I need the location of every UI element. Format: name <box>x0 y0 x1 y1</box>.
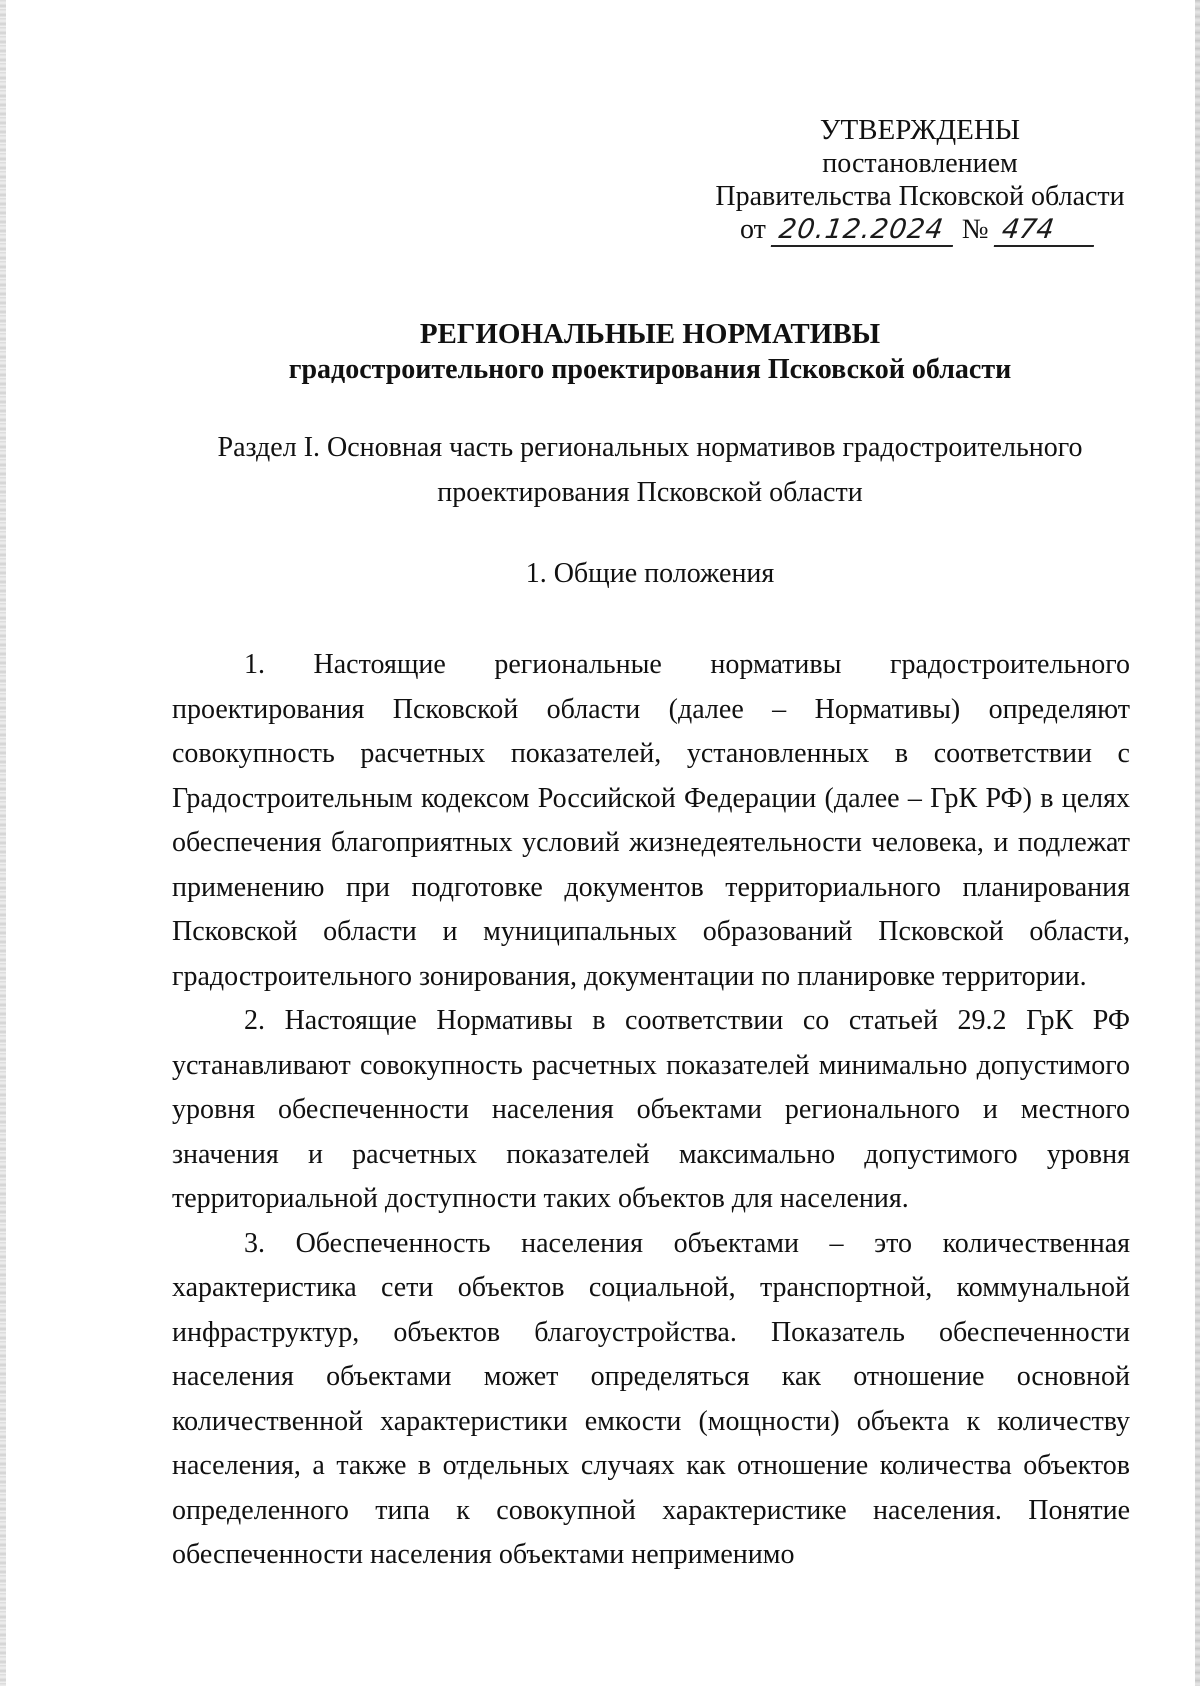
paragraph-3: 3. Обеспеченность населения объектами – это количественная характеристика сети объектов социальной, транспортной, коммунальной инфраструктур, объектов благоустройства. Показатель обеспеченности населения объектами может определяться как отношение основной количественной характеристики емкости (мощности) объекта к количеству населения, а также в отдельных случаях как отношение количества объектов определенного типа к совокупной характеристике населения. Понятие обеспеченности населения объектами неприменимо <box>172 1227 1130 1570</box>
approval-date-line <box>740 213 1140 247</box>
section-heading-line2: проектирования Псковской области <box>437 477 863 508</box>
approval-line-government: Правительства Псковской области <box>715 181 1125 212</box>
section-heading-line1: Раздел I. Основная часть региональных нормативов градостроительного <box>217 432 1083 463</box>
section-heading <box>170 425 1130 515</box>
approval-stamp-block <box>700 114 1140 247</box>
body-text <box>172 643 1130 1578</box>
approval-line-resolution: постановлением <box>822 148 1018 179</box>
handwritten-date: 20.12.2024 <box>771 215 957 247</box>
scan-edge-left <box>0 0 6 1686</box>
document-title-line1: РЕГИОНАЛЬНЫЕ НОРМАТИВЫ <box>419 318 881 350</box>
paragraph-1: 1. Настоящие региональные нормативы градостроительного проектирования Псковской области (далее – Нормативы) определяют совокупность расчетных показателей, установленных в соответствии с Градостроительным кодексом Российской Федерации (далее – ГрК РФ) в целях обеспечения благоприятных условий жизнедеятельности человека, и подлежат применению при подготовке документов территориального планирования Псковской области и муниципальных образований Псковской области, градостроительного зонирования, документации по планировке территории. <box>172 649 1130 992</box>
handwritten-number: 474 <box>993 215 1097 247</box>
document-title-line2: градостроительного проектирования Псковской области <box>288 354 1012 385</box>
paragraph-2: 2. Настоящие Нормативы в соответствии со статьей 29.2 ГрК РФ устанавливают совокупность расчетных показателей минимально допустимого уровня обеспеченности населения объектами регионального и местного значения и расчетных показателей максимально допустимого уровня территориальной доступности таких объектов для населения. <box>172 1005 1130 1214</box>
scan-edge-right <box>1195 0 1200 1686</box>
subsection-heading: 1. Общие положения <box>525 558 775 589</box>
approval-title: УТВЕРЖДЕНЫ <box>819 114 1021 146</box>
number-sign: № <box>961 214 989 245</box>
document-title <box>170 316 1130 388</box>
date-prefix: от <box>740 214 766 245</box>
